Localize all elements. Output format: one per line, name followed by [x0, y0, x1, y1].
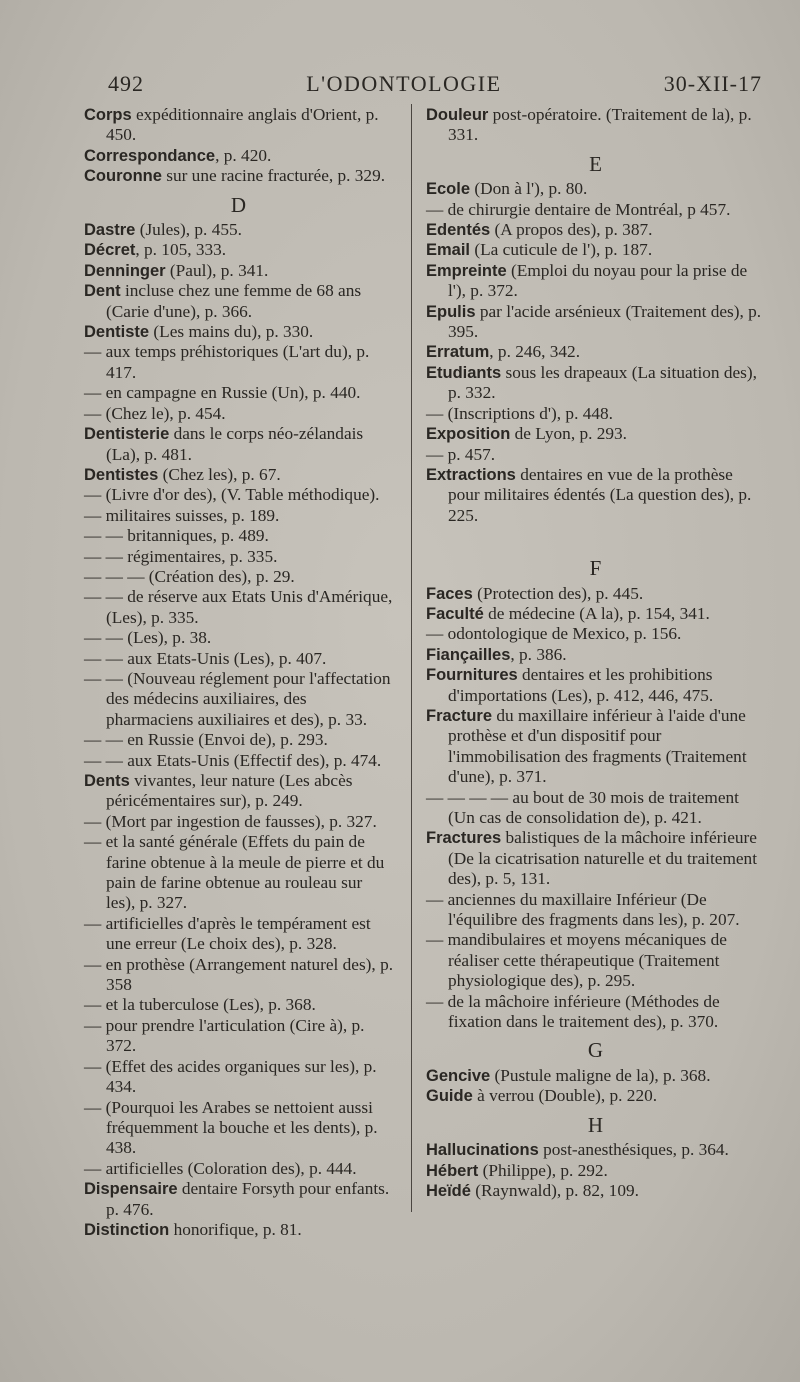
entry-headword: Empreinte: [426, 261, 507, 280]
entry-text: dentaires et les prohibitions d'importations (Les), p. 412, 446, 475.: [448, 665, 714, 705]
entry-headword: Hallucinations: [426, 1141, 539, 1160]
entry-headword: Dentistes: [84, 465, 159, 484]
index-entry: [84, 404, 394, 424]
index-entry: [84, 628, 394, 648]
entry-text: post-anesthésiques, p. 364.: [538, 1140, 729, 1160]
index-entry: [426, 261, 766, 302]
entry-text: à verrou (Double), p. 220.: [472, 1086, 658, 1106]
entry-text: — — — (Création des), p. 29.: [84, 566, 295, 586]
index-entry: [84, 914, 394, 955]
entry-headword: Edentés: [426, 221, 491, 240]
index-entry: [84, 261, 394, 281]
entry-text: (Les mains du), p. 330.: [149, 322, 314, 342]
index-entry: [84, 322, 394, 342]
entry-headword: Couronne: [84, 167, 162, 186]
entry-headword: Douleur: [426, 106, 489, 124]
entry-text: — (Chez le), p. 454.: [84, 403, 226, 423]
index-entry: [84, 771, 394, 812]
index-entry: [84, 1098, 394, 1159]
index-entry: [84, 567, 394, 587]
index-entry: [426, 342, 766, 362]
entry-text: — — (Nouveau réglement pour l'affectation des médecins auxiliaires, des pharmaciens auxiliaires et des), p. 33.: [84, 668, 391, 729]
index-entry: [84, 342, 394, 383]
entry-headword: Denninger: [84, 261, 166, 280]
index-entry: [426, 1066, 766, 1086]
journal-title: L'ODONTOLOGIE: [306, 71, 502, 96]
index-entry: [426, 992, 766, 1033]
entry-text: (Emploi du noyau pour la prise de l'), p. 372.: [448, 260, 748, 301]
index-entry: [84, 955, 394, 996]
entry-headword: Fractures: [426, 829, 502, 848]
entry-text: — (Livre d'or des), (V. Table méthodique).: [84, 485, 380, 505]
entry-text: (Protection des), p. 445.: [472, 583, 644, 603]
index-entry: [84, 240, 394, 260]
index-entry: [426, 1086, 766, 1106]
entry-headword: Gencive: [426, 1066, 491, 1085]
entry-headword: Faculté: [426, 604, 484, 623]
entry-headword: Hébert: [426, 1161, 479, 1180]
index-entry: [426, 404, 766, 424]
entry-headword: Décret: [84, 241, 136, 260]
entry-headword: Etudiants: [426, 363, 502, 382]
index-entry: [426, 604, 766, 624]
entry-text: , p. 105, 333.: [135, 240, 227, 260]
index-entry: [426, 1140, 766, 1160]
entry-headword: Ecole: [426, 180, 471, 199]
index-entry: [84, 649, 394, 669]
entry-text: de médecine (A la), p. 154, 341.: [483, 603, 710, 623]
index-entry: [426, 363, 766, 404]
entry-text: honorifique, p. 81.: [169, 1219, 302, 1239]
entry-text: — et la santé générale (Effets du pain de farine obtenue à la meule de pierre et du pain de farine obtenue au rouleau sur les), p. 327.: [84, 832, 385, 913]
entry-text: balistiques de la mâchoire inférieure (De la cicatrisation naturelle et du traitement des), p. 5, 131.: [448, 828, 758, 889]
index-entry: [84, 424, 394, 465]
right-column: [426, 105, 766, 1201]
index-entry: [426, 665, 766, 706]
index-entry: [426, 445, 766, 465]
index-entry: [84, 1159, 394, 1179]
index-entry: [426, 105, 766, 146]
entry-text: — — aux Etats-Unis (Les), p. 407.: [84, 648, 327, 668]
entry-headword: Email: [426, 241, 471, 260]
entry-text: dans le corps néo-zélandais (La), p. 481.: [106, 424, 364, 464]
entry-headword: Extractions: [426, 465, 516, 484]
entry-text: expéditionnaire anglais d'Orient, p. 450.: [106, 105, 379, 145]
entry-text: (Pustule maligne de la), p. 368.: [490, 1065, 711, 1085]
index-entry: [84, 1016, 394, 1057]
section-letter: D: [230, 192, 248, 217]
section-letter: G: [587, 1038, 605, 1063]
entry-text: du maxillaire inférieur à l'aide d'une prothèse et d'un dispositif pour l'immobilisation des fragments (Traitement d'une), p. 371.: [448, 705, 747, 787]
entry-text: — — (Les), p. 38.: [84, 628, 212, 648]
index-entry: [84, 995, 394, 1015]
entry-text: — anciennes du maxillaire Inférieur (De l'équilibre des fragments dans les), p. 207.: [426, 889, 740, 930]
entry-text: — aux temps préhistoriques (L'art du), p. 417.: [84, 342, 370, 382]
running-header: [108, 66, 762, 102]
entry-text: (Paul), p. 341.: [165, 260, 269, 280]
index-entry: [84, 485, 394, 505]
entry-headword: Epulis: [426, 302, 476, 321]
entry-headword: Heïdé: [426, 1181, 471, 1200]
entry-text: , p. 420.: [215, 145, 272, 165]
index-entry: [426, 424, 766, 444]
index-entry: [426, 706, 766, 788]
entry-text: — et la tuberculose (Les), p. 368.: [84, 995, 316, 1015]
entry-text: — pour prendre l'articulation (Cire à), p. 372.: [84, 1015, 365, 1056]
entry-text: — — britanniques, p. 489.: [84, 526, 269, 546]
entry-text: de Lyon, p. 293.: [510, 424, 627, 444]
index-entry: [84, 832, 394, 914]
entry-headword: Dispensaire: [84, 1180, 178, 1199]
page-number: 492: [108, 71, 144, 96]
entry-headword: Distinction: [84, 1220, 170, 1239]
index-entry: [426, 584, 766, 604]
entry-headword: Guide: [426, 1087, 473, 1106]
entry-headword: Fournitures: [426, 666, 518, 685]
index-entry: [426, 179, 766, 199]
index-entry: [426, 465, 766, 526]
entry-text: (Raynwald), p. 82, 109.: [470, 1180, 639, 1200]
index-entry: [84, 506, 394, 526]
entry-text: — — de réserve aux Etats Unis d'Amérique, (Les), p. 335.: [84, 587, 393, 627]
issue-date: 30-XII-17: [663, 71, 762, 96]
entry-text: , p. 386.: [510, 644, 567, 664]
entry-text: — — en Russie (Envoi de), p. 293.: [84, 730, 328, 750]
section-letter: F: [589, 556, 603, 581]
index-entry: [84, 751, 394, 771]
entry-text: — de la mâchoire inférieure (Méthodes de fixation dans le traitement des), p. 370.: [426, 991, 720, 1032]
entry-text: — militaires suisses, p. 189.: [84, 505, 280, 525]
index-entry: [84, 281, 394, 322]
index-entry: [426, 220, 766, 240]
index-entry: [84, 730, 394, 750]
entry-text: — artificielles d'après le tempérament est une erreur (Le choix des), p. 328.: [84, 913, 371, 954]
index-entry: [426, 645, 766, 665]
entry-text: — p. 457.: [426, 444, 496, 464]
entry-text: — — régimentaires, p. 335.: [84, 546, 278, 566]
entry-text: post-opératoire. (Traitement de la), p. 331.: [448, 105, 752, 145]
entry-text: — odontologique de Mexico, p. 156.: [426, 624, 682, 644]
entry-text: sous les drapeaux (La situation des), p. 332.: [448, 362, 757, 403]
section-letter: H: [587, 1112, 605, 1137]
entry-headword: Dentisterie: [84, 425, 170, 444]
entry-text: — (Inscriptions d'), p. 448.: [426, 403, 613, 423]
index-entry: [84, 1179, 394, 1220]
index-entry: [84, 465, 394, 485]
index-entry: [426, 788, 766, 829]
entry-headword: Faces: [426, 584, 473, 603]
entry-headword: Dent: [84, 282, 121, 301]
entry-text: — artificielles (Coloration des), p. 444.: [84, 1158, 357, 1178]
entry-headword: Erratum: [426, 343, 490, 362]
entry-text: — en campagne en Russie (Un), p. 440.: [84, 383, 361, 403]
entry-text: — de chirurgie dentaire de Montréal, p 457.: [426, 199, 731, 219]
index-entry: [84, 669, 394, 730]
index-entry: [84, 526, 394, 546]
entry-text: vivantes, leur nature (Les abcès péricémentaires sur), p. 249.: [106, 771, 353, 811]
index-entry: [426, 828, 766, 889]
index-entry: [426, 1181, 766, 1201]
entry-text: (Don à l'), p. 80.: [470, 179, 588, 199]
column-divider: [411, 104, 412, 1212]
entry-headword: Dentiste: [84, 323, 150, 342]
index-entry: [84, 1057, 394, 1098]
entry-text: — — — — au bout de 30 mois de traitement (Un cas de consolidation de), p. 421.: [426, 787, 739, 827]
index-entry: [84, 105, 394, 146]
entry-text: dentaire Forsyth pour enfants. p. 476.: [106, 1179, 390, 1219]
entry-text: — mandibulaires et moyens mécaniques de réaliser cette thérapeutique (Traitement physiologique des), p. 295.: [426, 930, 727, 991]
index-entry: [84, 1220, 394, 1240]
entry-headword: Dastre: [84, 221, 136, 240]
entry-text: incluse chez une femme de 68 ans (Carie d'une), p. 366.: [106, 281, 362, 321]
index-entry: [426, 890, 766, 931]
entry-text: — — aux Etats-Unis (Effectif des), p. 474.: [84, 750, 382, 770]
index-entry: [84, 383, 394, 403]
index-entry: [426, 1161, 766, 1181]
index-entry: [84, 587, 394, 628]
entry-text: — (Effet des acides organiques sur les), p. 434.: [84, 1056, 377, 1097]
entry-text: dentaires en vue de la prothèse pour militaires édentés (La question des), p. 225.: [448, 464, 752, 525]
index-entry: [426, 930, 766, 991]
spacer: [426, 526, 766, 550]
entry-headword: Fracture: [426, 706, 493, 725]
entry-text: — (Mort par ingestion de fausses), p. 327.: [84, 811, 377, 831]
index-entry: [84, 812, 394, 832]
entry-text: (La cuticule de l'), p. 187.: [470, 240, 653, 260]
index-entry: [426, 624, 766, 644]
entry-text: — (Pourquoi les Arabes se nettoient aussi fréquemment la bouche et les dents), p. 438.: [84, 1097, 378, 1158]
index-entry: [84, 547, 394, 567]
entry-text: , p. 246, 342.: [489, 342, 581, 362]
entry-headword: Dents: [84, 772, 130, 790]
entry-text: (Jules), p. 455.: [135, 220, 242, 240]
index-entry: [426, 302, 766, 343]
entry-text: (A propos des), p. 387.: [490, 220, 653, 240]
index-entry: [84, 146, 394, 166]
index-entry: [84, 220, 394, 240]
entry-text: (Philippe), p. 292.: [478, 1160, 608, 1180]
entry-text: par l'acide arsénieux (Traitement des), p. 395.: [448, 301, 762, 342]
index-entry: [84, 166, 394, 186]
section-letter: E: [589, 151, 603, 176]
entry-headword: Corps: [84, 106, 132, 124]
entry-headword: Fiançailles: [426, 645, 511, 664]
index-entry: [426, 240, 766, 260]
entry-text: — en prothèse (Arrangement naturel des), p. 358: [84, 954, 394, 995]
index-entry: [426, 200, 766, 220]
entry-text: sur une racine fracturée, p. 329.: [161, 166, 386, 186]
left-column: [84, 105, 394, 1240]
entry-headword: Correspondance: [84, 146, 216, 165]
entry-text: (Chez les), p. 67.: [158, 464, 281, 484]
entry-headword: Exposition: [426, 425, 511, 444]
